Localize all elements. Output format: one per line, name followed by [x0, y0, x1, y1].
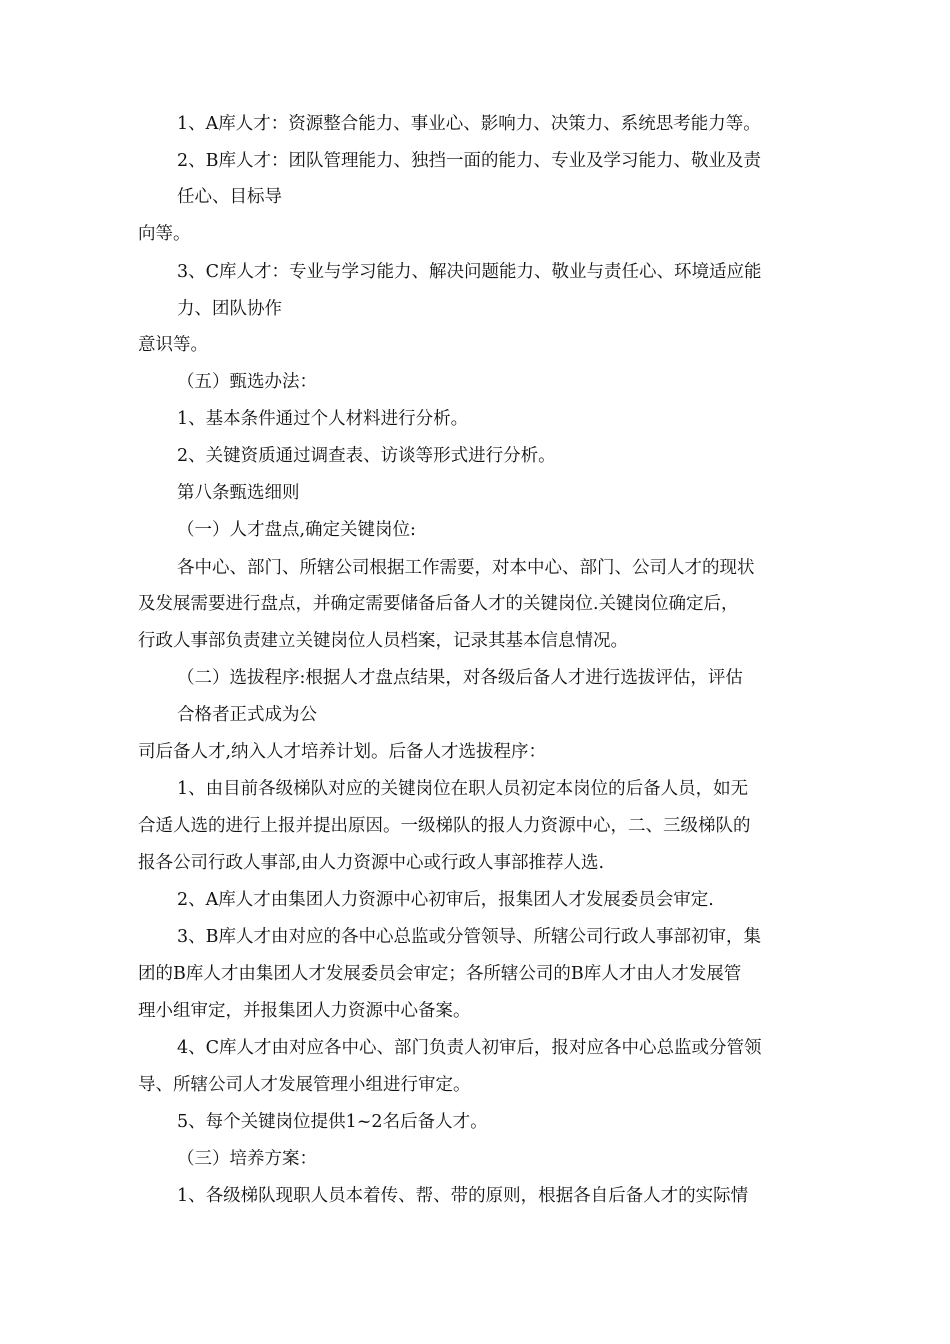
text-line: 合适人选的进行上报并提出原因。一级梯队的报人力资源中心，二、三级梯队的 [138, 816, 751, 836]
text-line: 2、关键资质通过调查表、访谈等形式进行分析。 [177, 446, 556, 466]
text-line: 3、B库人才由对应的各中心总监或分管领导、所辖公司行政人事部初审，集 [177, 927, 761, 947]
text-line: 1、由目前各级梯队对应的关键岗位在职人员初定本岗位的后备人员，如无 [177, 779, 749, 799]
text-line: 司后备人才,纳入人才培养计划。后备人才选拔程序： [138, 742, 547, 762]
section-heading: （五）甄选办法： [177, 372, 317, 392]
text-line: 向等。 [138, 224, 191, 244]
text-line: 2、A库人才由集团人力资源中心初审后，报集团人才发展委员会审定. [177, 890, 714, 910]
text-line: 导、所辖公司人才发展管理小组进行审定。 [138, 1075, 471, 1095]
text-line: 报各公司行政人事部,由人力资源中心或行政人事部推荐人选. [138, 853, 605, 873]
text-line: 力、团队协作 [177, 299, 282, 319]
text-line: 4、C库人才由对应各中心、部门负责人初审后，报对应各中心总监或分管领 [177, 1038, 762, 1058]
text-line: 意识等。 [138, 335, 208, 355]
text-line: 理小组审定，并报集团人力资源中心备案。 [138, 1001, 471, 1021]
text-line: 合格者正式成为公 [177, 705, 317, 725]
text-line: 2、B库人才：团队管理能力、独挡一面的能力、专业及学习能力、敬业及责 [177, 151, 761, 171]
article-heading: 第八条甄选细则 [177, 483, 300, 503]
text-line: 1、各级梯队现职人员本着传、帮、带的原则，根据各自后备人才的实际情 [177, 1186, 749, 1206]
text-line: 1、基本条件通过个人材料进行分析。 [177, 409, 469, 429]
text-line: 及发展需要进行盘点，并确定需要储备后备人才的关键岗位.关键岗位确定后， [138, 594, 739, 614]
text-line: 行政人事部负责建立关键岗位人员档案，记录其基本信息情况。 [138, 631, 628, 651]
section-heading: （二）选拔程序:根据人才盘点结果，对各级后备人才进行选拔评估，评估 [177, 668, 743, 688]
text-line: 3、C库人才：专业与学习能力、解决问题能力、敬业与责任心、环境适应能 [177, 262, 762, 282]
text-line: 5、每个关键岗位提供1~2名后备人才。 [177, 1112, 488, 1132]
text-line: 任心、目标导 [177, 187, 282, 207]
text-line: 1、A库人才：资源整合能力、事业心、影响力、决策力、系统思考能力等。 [177, 114, 761, 134]
text-line: 各中心、部门、所辖公司根据工作需要，对本中心、部门、公司人才的现状 [177, 558, 755, 578]
section-heading: （一）人才盘点,确定关键岗位: [177, 520, 416, 540]
section-heading: （三）培养方案： [177, 1149, 317, 1169]
text-line: 团的B库人才由集团人才发展委员会审定；各所辖公司的B库人才由人才发展管 [138, 964, 742, 984]
